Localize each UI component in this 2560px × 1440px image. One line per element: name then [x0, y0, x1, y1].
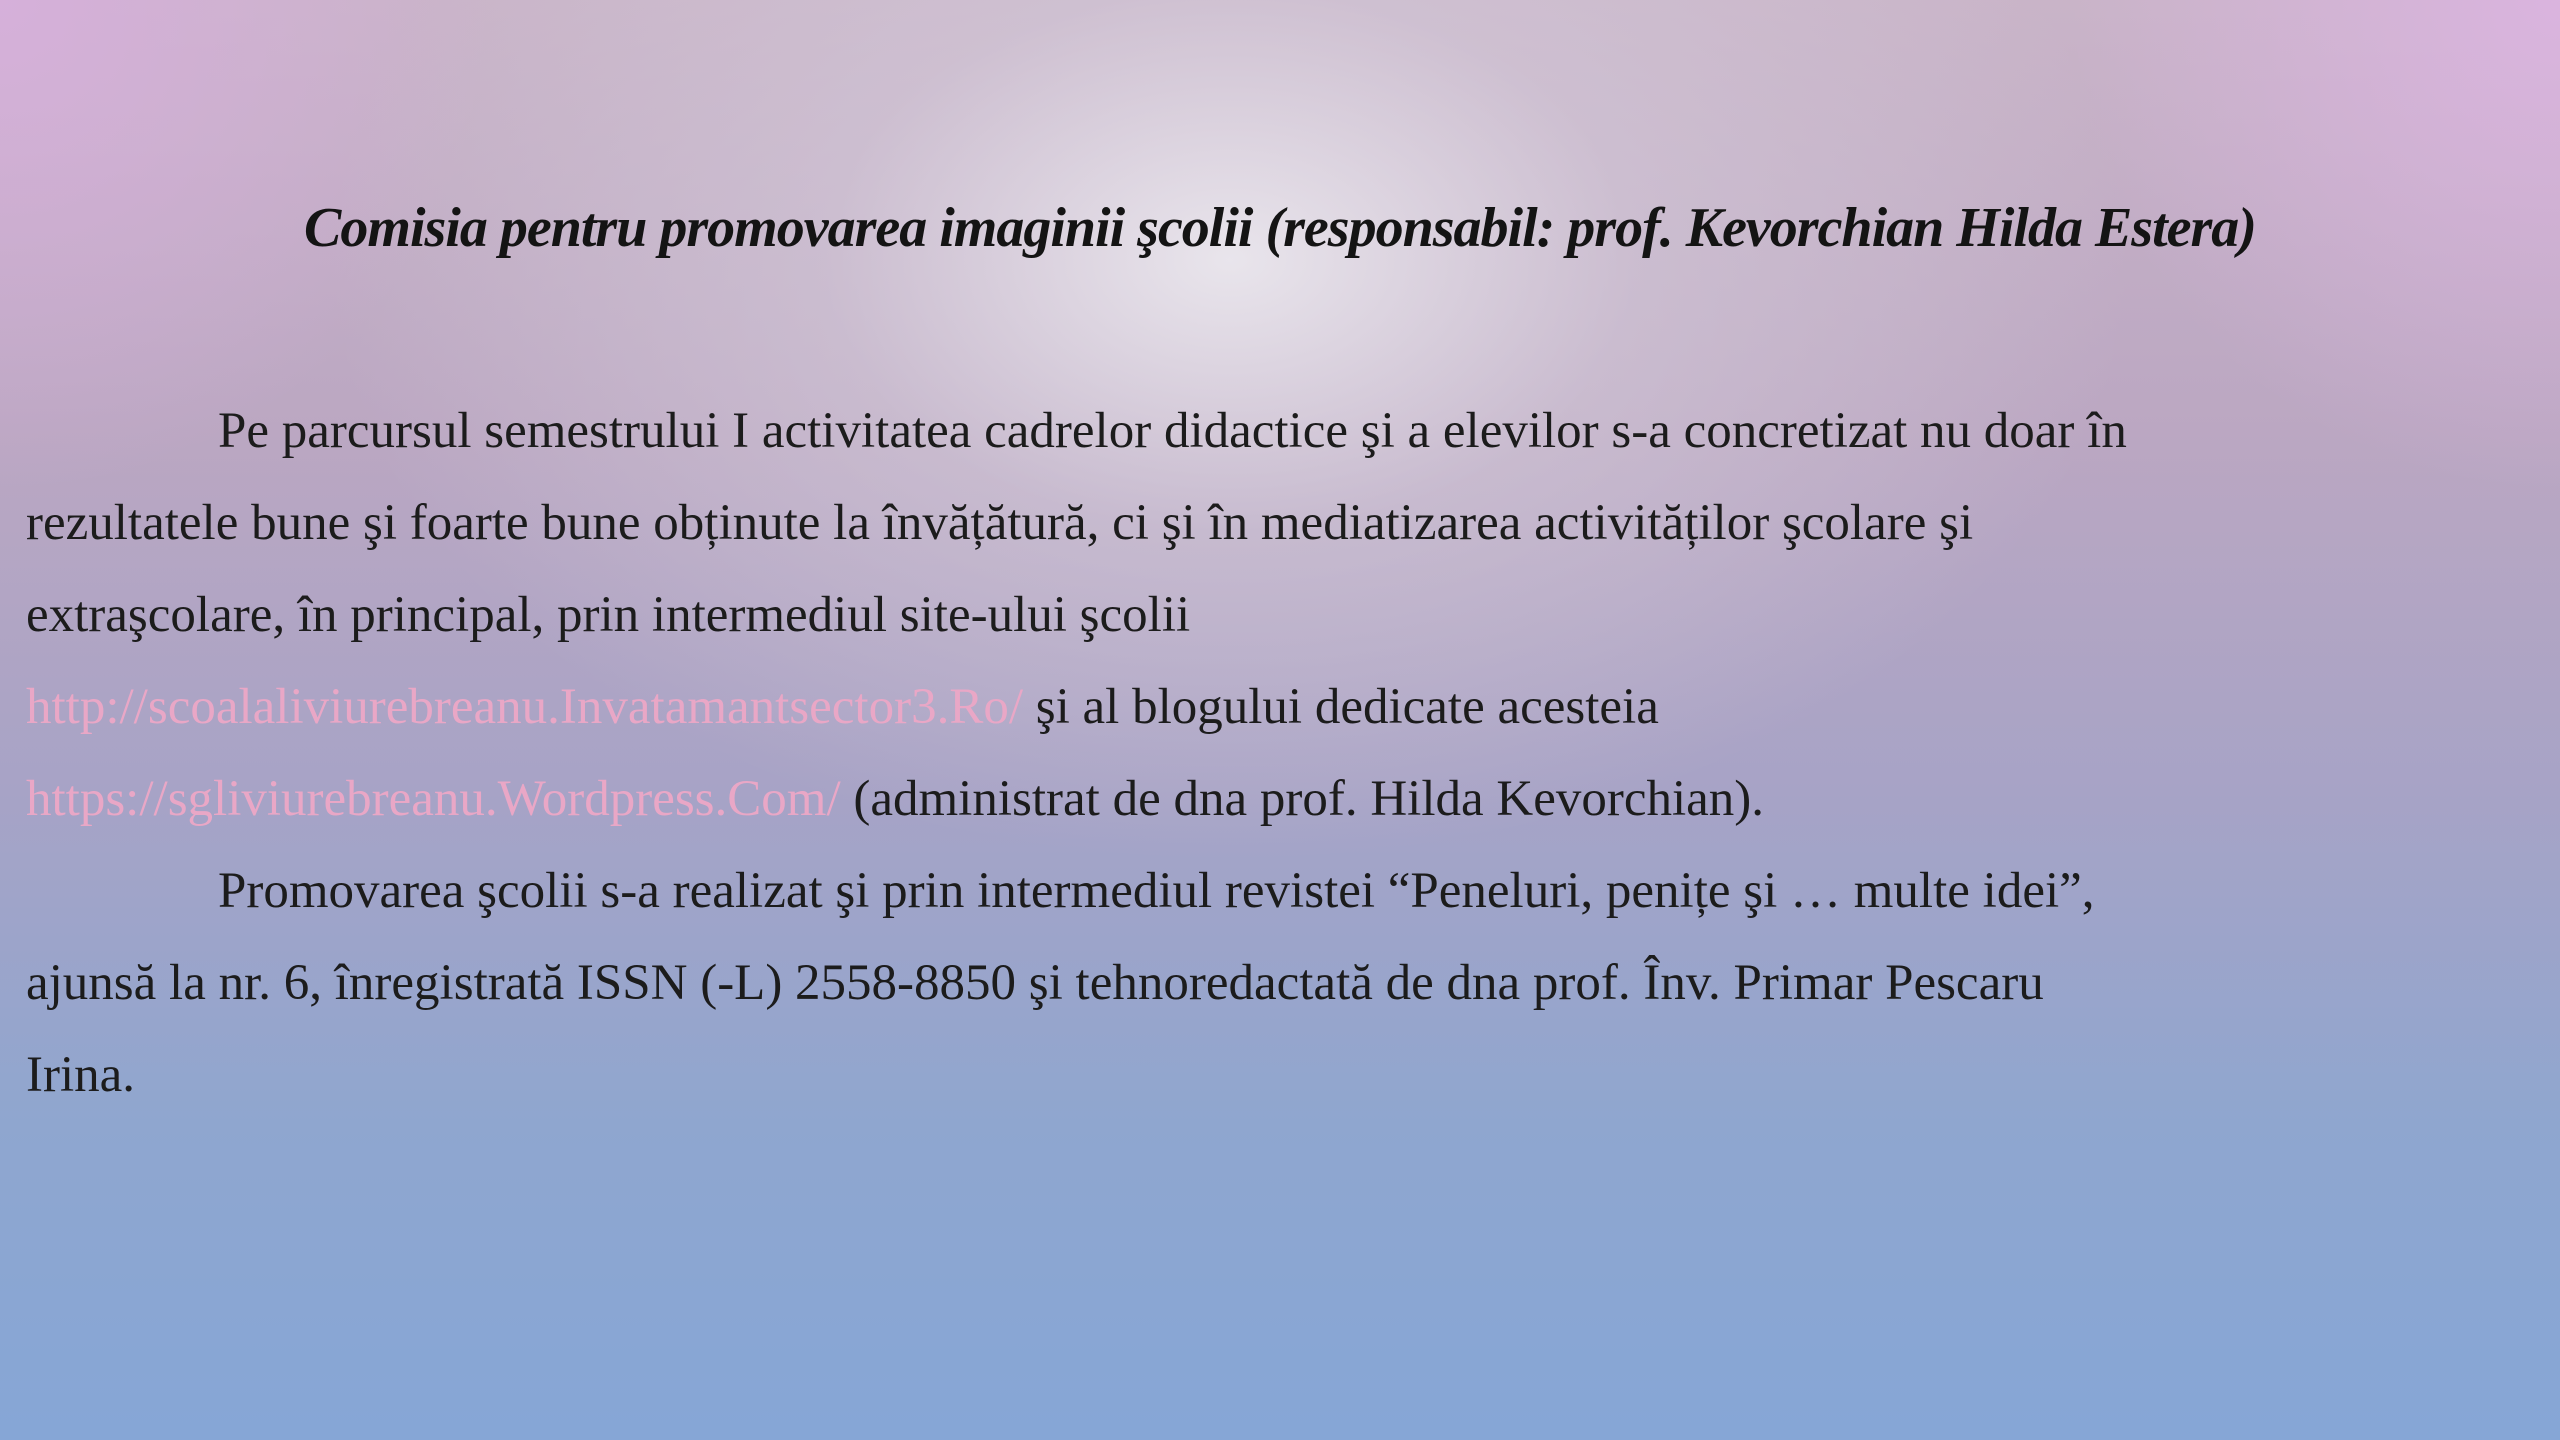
paragraph-2 [26, 845, 2466, 1121]
paragraph-2-line-3: Irina. [26, 1047, 136, 1103]
slide-title: Comisia pentru promovarea imaginii şcolii (responsabil: prof. Kevorchian Hilda Estera) [304, 197, 2256, 259]
paragraph-1-line-5 [26, 753, 2466, 845]
paragraph-2-line-2: ajunsă la nr. 6, înregistrată ISSN (-L) 2558-8850 şi tehnoredactată de dna prof. Înv. Primar Pescaru [26, 955, 2044, 1011]
paragraph-1-line-2: rezultatele bune şi foarte bune obținute la învățătură, ci şi în mediatizarea activităților şcolare şi [26, 495, 1974, 551]
paragraph-1-line-4 [26, 661, 2466, 753]
slide-body [26, 385, 2466, 1121]
paragraph-1 [26, 385, 2466, 845]
paragraph-1-line-5-text: (administrat de dna prof. Hilda Kevorchian). [840, 771, 1764, 827]
school-blog-link[interactable]: https://sgliviurebreanu.Wordpress.Com/ [26, 771, 841, 827]
paragraph-1-line-1-text: Pe parcursul semestrului I activitatea cadrelor didactice şi a elevilor s-a concretizat nu doar în [218, 403, 2127, 459]
school-site-link[interactable]: http://scoalaliviurebreanu.Invatamantsector3.Ro/ [26, 679, 1024, 735]
paragraph-1-line-4-text: şi al blogului dedicate acesteia [1023, 679, 1659, 735]
paragraph-2-line-1 [26, 845, 2466, 937]
paragraph-1-line-3: extraşcolare, în principal, prin intermediul site-ului şcolii [26, 587, 1191, 643]
paragraph-1-line-1 [26, 385, 2466, 477]
paragraph-2-line-1-text: Promovarea şcolii s-a realizat şi prin intermediul revistei “Peneluri, penițe şi … multe idei”, [218, 863, 2095, 919]
